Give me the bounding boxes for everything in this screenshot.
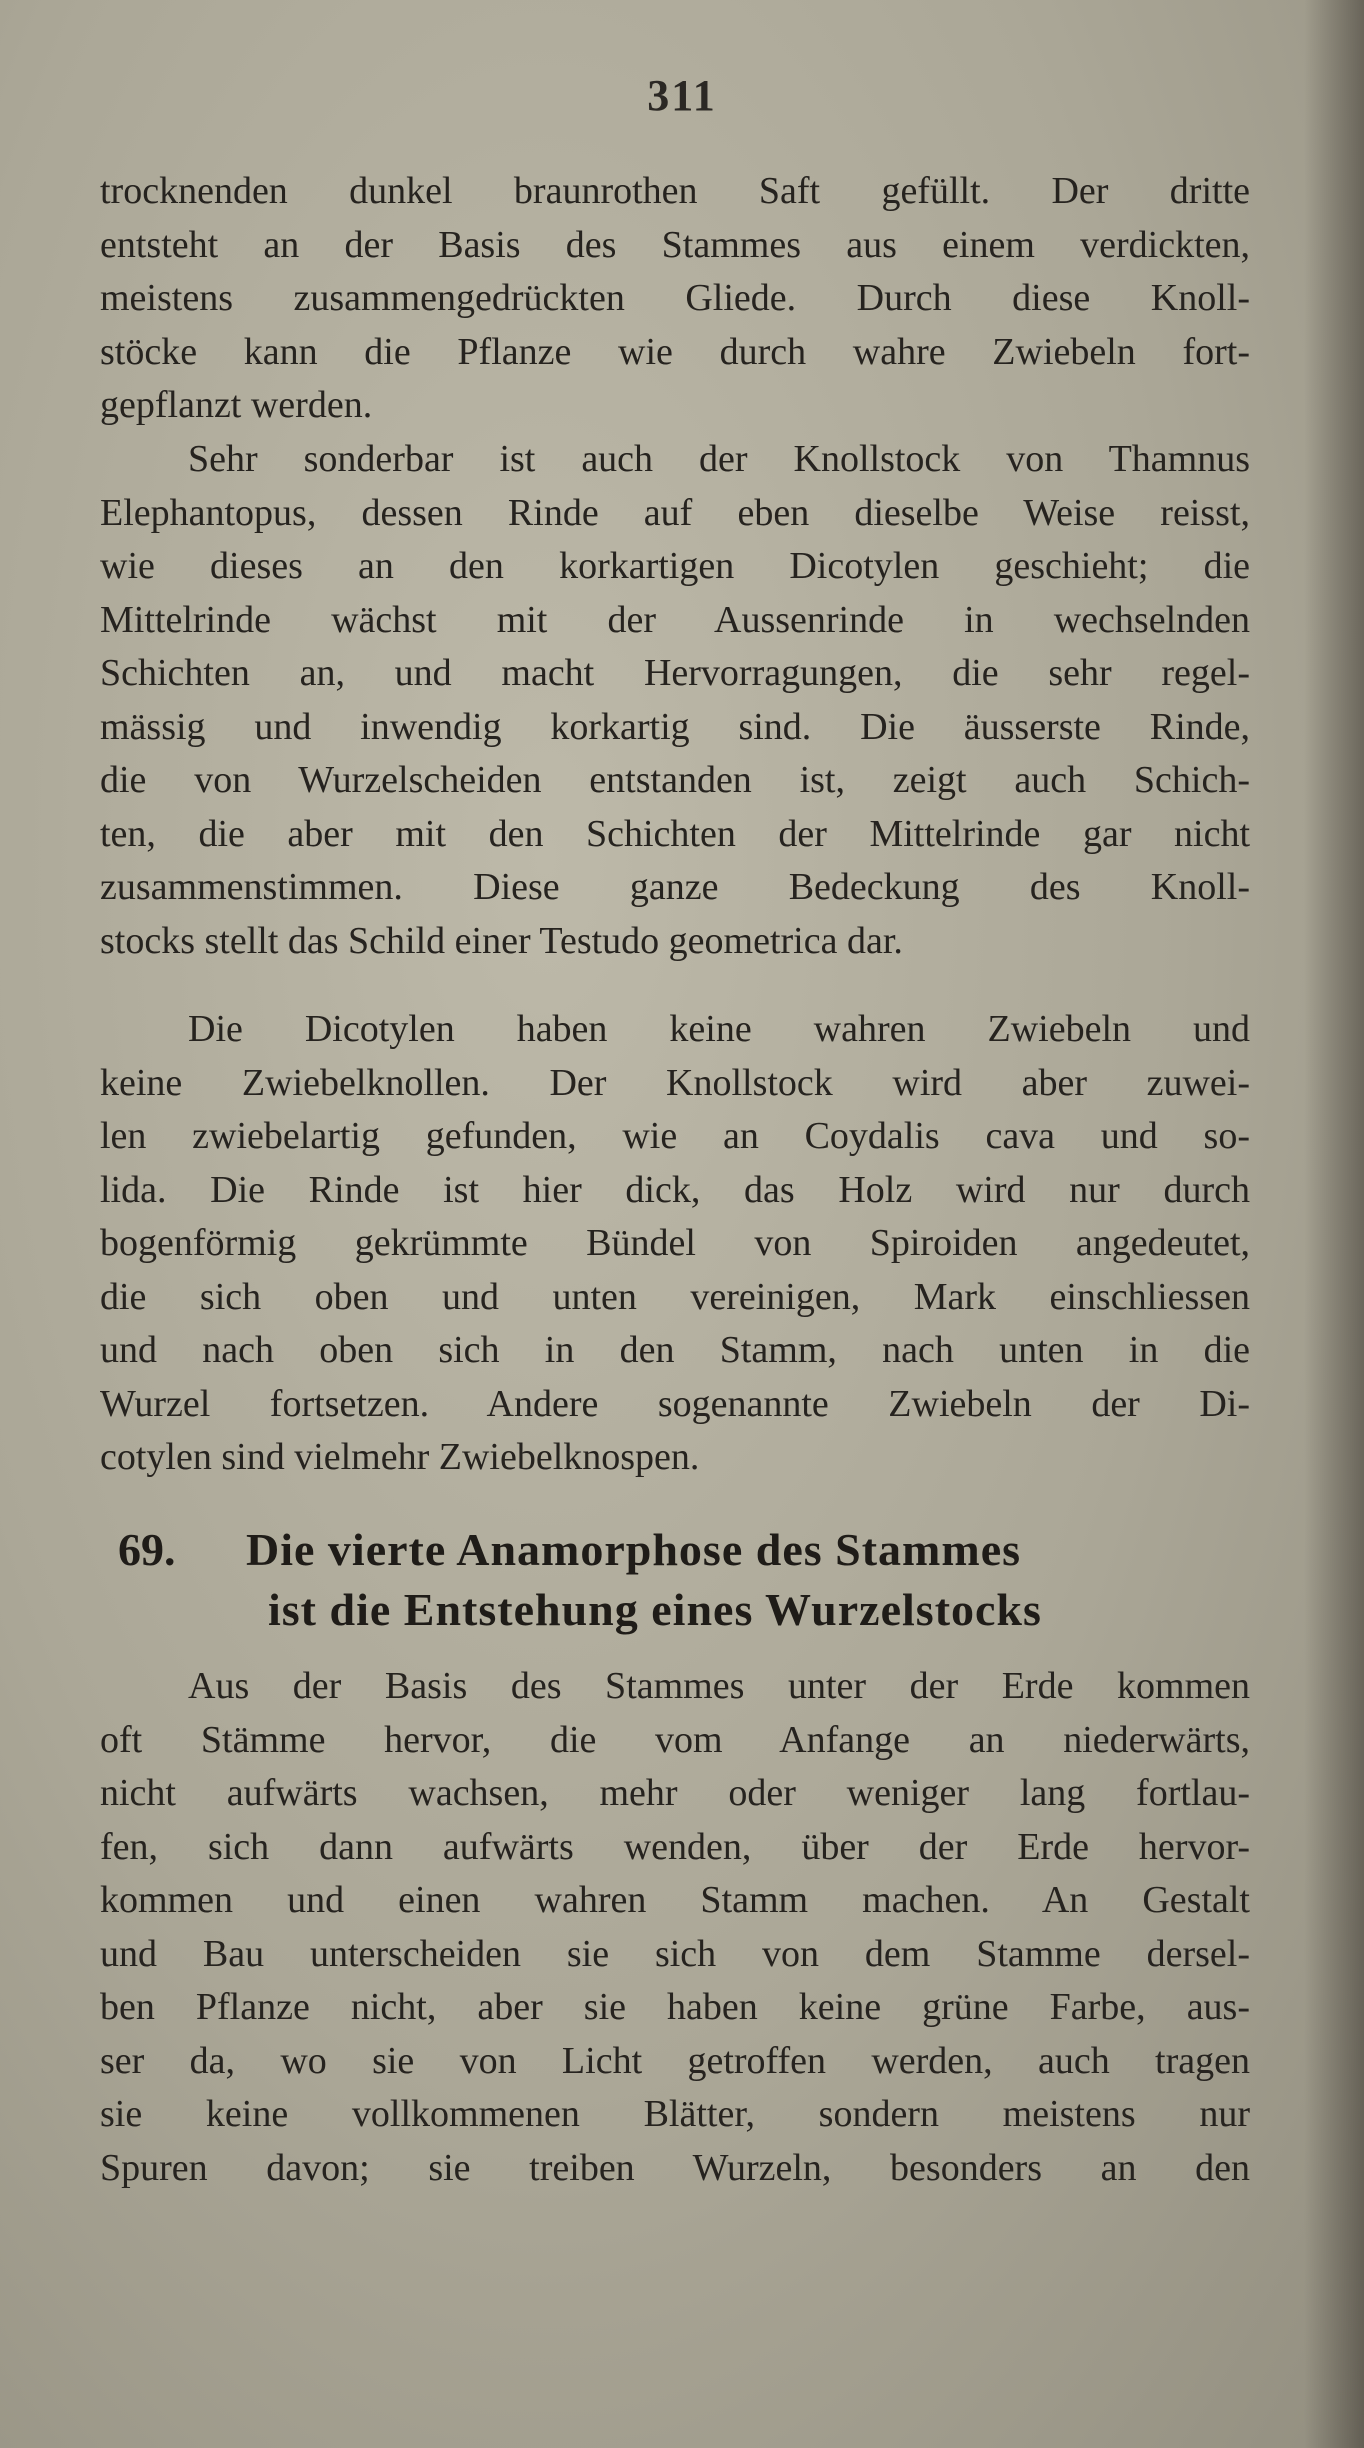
text-line: gepflanzt werden. [100,384,373,426]
text-line: stocks stellt das Schild einer Testudo geometrica dar. [100,919,903,962]
text-line: trocknenden dunkel braunrothen Saft gefüllt. Der dritte [100,170,1250,212]
text-line: lida. Die Rinde ist hier dick, das Holz wird nur durch [100,1168,1250,1211]
page-edge-shadow [1304,0,1364,2448]
paragraph-1 [100,165,1250,433]
text-line: cotylen sind vielmehr Zwiebelknospen. [100,1436,700,1478]
heading-title-part-1: Die vierte Anamorphose des Stammes [246,1524,1022,1575]
text-line: und Bau unterscheiden sie sich von dem Stamme dersel- [100,1932,1250,1975]
paragraph-4 [100,1660,1250,2195]
text-line: keine Zwiebelknollen. Der Knollstock wird aber zuwei- [100,1061,1250,1104]
heading-line-1 [118,1520,1248,1580]
text-line: kommen und einen wahren Stamm machen. An Gestalt [100,1879,1250,1921]
text-line: Mittelrinde wächst mit der Aussenrinde in wechselnden [100,598,1250,641]
text-line: Aus der Basis des Stammes unter der Erde kommen [188,1665,1250,1707]
text-line: bogenförmig gekrümmte Bündel von Spiroiden angedeutet, [100,1222,1250,1264]
text-line: wie dieses an den korkartigen Dicotylen geschieht; die [100,545,1250,587]
text-line: ten, die aber mit den Schichten der Mittelrinde gar nicht [100,812,1250,855]
text-line: die sich oben und unten vereinigen, Mark einschliessen [100,1275,1250,1318]
page-number: 311 [647,71,717,120]
text-line: len zwiebelartig gefunden, wie an Coydalis cava und so- [100,1115,1250,1157]
heading-title-part-2: ist die Entstehung eines Wurzelstocks [268,1584,1042,1635]
section-heading [118,1520,1248,1640]
text-line: nicht aufwärts wachsen, mehr oder weniger lang fortlau- [100,1772,1250,1814]
paragraph-2 [100,433,1250,968]
text-line: sie keine vollkommenen Blätter, sondern meistens nur [100,2093,1250,2135]
text-line: oft Stämme hervor, die vom Anfange an niederwärts, [100,1718,1250,1761]
text-line: mässig und inwendig korkartig sind. Die äusserste Rinde, [100,705,1250,748]
text-line: meistens zusammengedrückten Gliede. Durch diese Knoll- [100,277,1250,319]
text-line: fen, sich dann aufwärts wenden, über der Erde hervor- [100,1825,1250,1868]
text-line: und nach oben sich in den Stamm, nach unten in die [100,1329,1250,1371]
section-number: 69. [118,1524,176,1575]
paragraph-3 [100,1003,1250,1485]
text-line: Die Dicotylen haben keine wahren Zwiebeln und [188,1008,1250,1050]
text-line: Sehr sonderbar ist auch der Knollstock von Thamnus [188,438,1250,480]
text-line: stöcke kann die Pflanze wie durch wahre Zwiebeln fort- [100,330,1250,373]
text-line: Spuren davon; sie treiben Wurzeln, besonders an den [100,2146,1250,2189]
text-line: zusammenstimmen. Diese ganze Bedeckung des Knoll- [100,866,1250,908]
text-line: Wurzel fortsetzen. Andere sogenannte Zwiebeln der Di- [100,1382,1250,1425]
text-line: ser da, wo sie von Licht getroffen werden, auch tragen [100,2039,1250,2082]
text-line: die von Wurzelscheiden entstanden ist, zeigt auch Schich- [100,759,1250,801]
text-line: Elephantopus, dessen Rinde auf eben dieselbe Weise reisst, [100,491,1250,534]
text-line: ben Pflanze nicht, aber sie haben keine grüne Farbe, aus- [100,1986,1250,2028]
text-line: Schichten an, und macht Hervorragungen, die sehr regel- [100,652,1250,694]
text-line: entsteht an der Basis des Stammes aus einem verdickten, [100,223,1250,266]
